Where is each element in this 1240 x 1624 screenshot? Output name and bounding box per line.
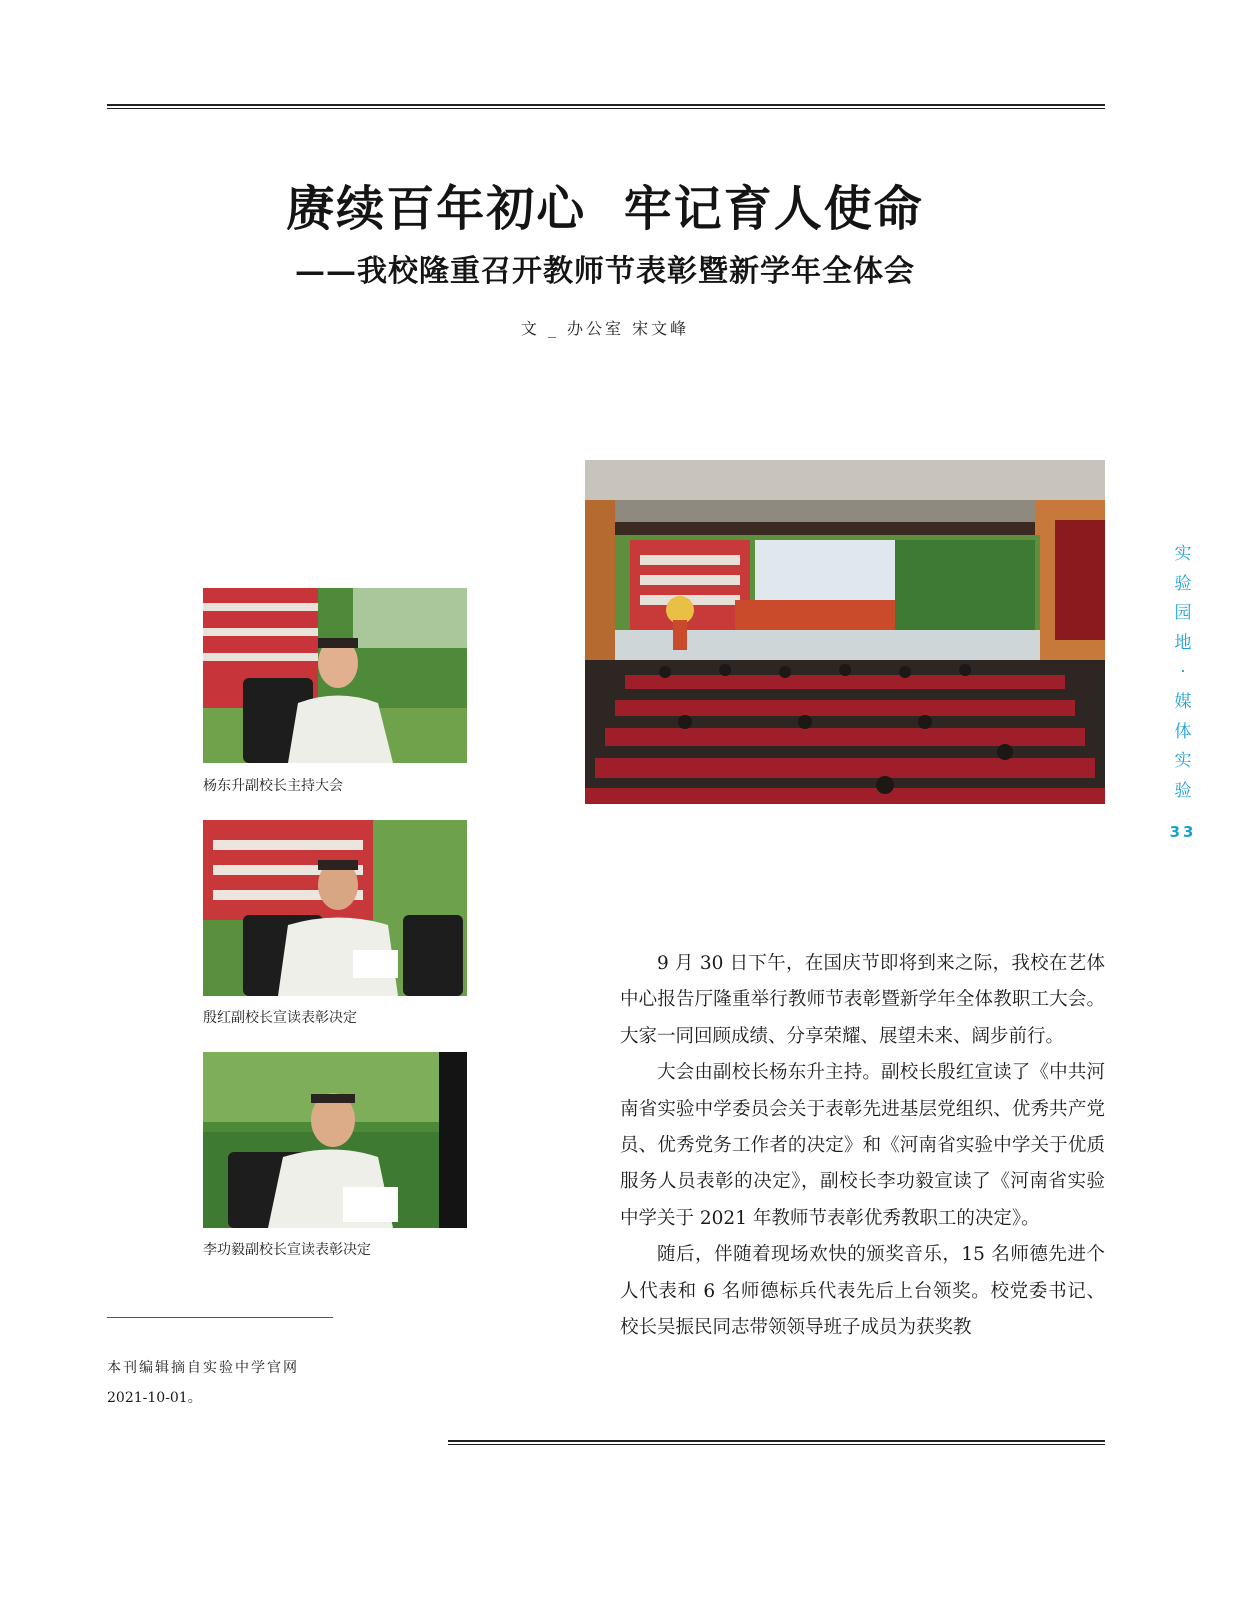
photo-caption-2: 殷红副校长宣读表彰决定 bbox=[203, 1010, 357, 1026]
article-subtitle: ——我校隆重召开教师节表彰暨新学年全体会 bbox=[295, 254, 915, 289]
page-number: 33 bbox=[1169, 823, 1197, 841]
footnote-rule bbox=[107, 1317, 333, 1318]
footnote-line-2: 2021-10-01。 bbox=[107, 1390, 202, 1406]
photo-caption-1: 杨东升副校长主持大会 bbox=[203, 778, 343, 794]
section-char: 验 bbox=[1174, 573, 1192, 594]
section-char: 体 bbox=[1174, 721, 1192, 742]
article-body bbox=[620, 946, 1105, 1346]
section-side-tab bbox=[1168, 540, 1198, 806]
photo-caption-3: 李功毅副校长宣读表彰决定 bbox=[203, 1242, 371, 1258]
section-char: · bbox=[1180, 662, 1186, 683]
bottom-rule bbox=[448, 1440, 1105, 1447]
section-char: 实 bbox=[1174, 751, 1192, 772]
section-char: 实 bbox=[1174, 544, 1192, 564]
article-title: 赓续百年初心 牢记育人使命 bbox=[286, 181, 924, 237]
section-char: 地 bbox=[1174, 632, 1192, 653]
section-char: 媒 bbox=[1174, 691, 1192, 712]
article-byline: 文 _ 办公室 宋文峰 bbox=[520, 319, 690, 338]
article-paragraph-2: 大会由副校长杨东升主持。副校长殷红宣读了《中共河南省实验中学委员会关于表彰先进基层党组织、优秀共产党员、优秀党务工作者的决定》和《河南省实验中学关于优质服务人员表彰的决定》，副校长李功毅宣读了《河南省实验中学关于 2021 年教师节表彰优秀教职工的决定》。 bbox=[620, 1062, 1105, 1229]
footnote-line-1: 本刊编辑摘自实验中学官网 bbox=[107, 1360, 299, 1376]
main-auditorium-photo bbox=[585, 460, 1105, 804]
article-paragraph-3: 随后，伴随着现场欢快的颁奖音乐，15 名师德先进个人代表和 6 名师德标兵代表先后上台领奖。校党委书记、校长吴振民同志带领领导班子成员为获奖教 bbox=[620, 1244, 1105, 1339]
footnote bbox=[107, 1353, 407, 1413]
photo-li-gongyi bbox=[203, 1052, 467, 1228]
top-rule bbox=[107, 104, 1105, 111]
section-char: 验 bbox=[1174, 780, 1192, 801]
section-char: 园 bbox=[1174, 603, 1192, 624]
article-paragraph-1: 9 月 30 日下午，在国庆节即将到来之际，我校在艺体中心报告厅隆重举行教师节表彰暨新学年全体教职工大会。大家一同回顾成绩、分享荣耀、展望未来、阔步前行。 bbox=[620, 953, 1105, 1047]
photo-yang-dongsheng bbox=[203, 588, 467, 763]
photo-yin-hong bbox=[203, 820, 467, 996]
